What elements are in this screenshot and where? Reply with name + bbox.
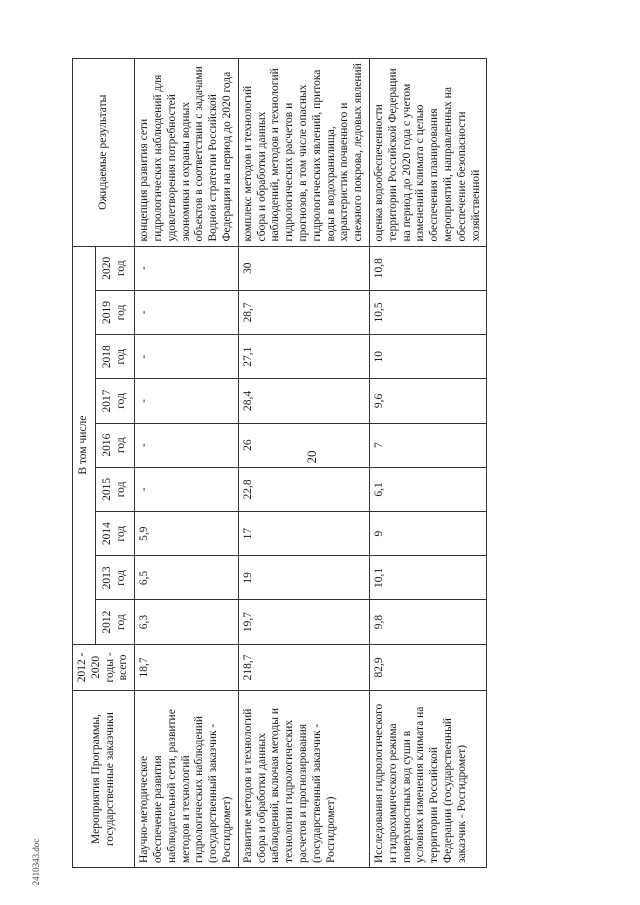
cell-year: - [135, 423, 239, 467]
cell-year: 19,7 [238, 600, 369, 644]
cell-year: 9 [369, 512, 486, 556]
footer-doc-code: 2410343.doc [31, 838, 41, 886]
cell-year: 30 [238, 246, 369, 290]
cell-year: - [135, 290, 239, 334]
header-year: 2019 год [96, 290, 135, 334]
cell-activity: Развитие методов и технологий сбора и обработки данных наблюдений, включая методы и технологии гидрологических расчетов и прогнозирования (государственный заказчик - Росгидромет) [238, 691, 369, 868]
header-year: 2015 год [96, 467, 135, 511]
cell-year: 6,3 [135, 600, 239, 644]
cell-year: 19 [238, 556, 369, 600]
cell-activity: Исследования гидрологического и гидрохимического режима поверхностных вод суши в условиях изменения климата на территории Российской Федерации (государственный заказчик - Росгидромет) [369, 691, 486, 868]
header-total: 2012 - 2020 годы - всего [73, 644, 135, 690]
cell-year: 28,7 [238, 290, 369, 334]
header-year: 2012 год [96, 600, 135, 644]
table-row [369, 59, 486, 868]
cell-year: 27,1 [238, 335, 369, 379]
header-activity: Мероприятия Программы, государственные заказчики [73, 691, 135, 868]
cell-year: 9,8 [369, 600, 486, 644]
cell-year: 6,5 [135, 556, 239, 600]
rotated-table-container [72, 58, 612, 868]
cell-total: 18,7 [135, 644, 239, 690]
cell-year: 22,8 [238, 467, 369, 511]
header-results: Ожидаемые результаты [73, 59, 135, 247]
cell-year: 26 [238, 423, 369, 467]
cell-year: 6,1 [369, 467, 486, 511]
cell-result: комплекс методов и технологий сбора и обработки данных наблюдений, методов и технологий гидрологических расчетов и прогнозов, в том числе опасных гидрологических явлений, притока воды в водохранилища, характеристик почвенного и снежного покрова, ледовых явлений [238, 59, 369, 247]
page-number: 20 [304, 450, 319, 464]
cell-year: 7 [369, 423, 486, 467]
cell-year: 9,6 [369, 379, 486, 423]
program-activities-table [72, 58, 487, 868]
table-inner [72, 58, 612, 868]
header-year: 2014 год [96, 512, 135, 556]
cell-year: - [135, 246, 239, 290]
header-year: 2017 год [96, 379, 135, 423]
cell-total: 82,9 [369, 644, 486, 690]
cell-year: 10,8 [369, 246, 486, 290]
cell-year: - [135, 379, 239, 423]
cell-year: 17 [238, 512, 369, 556]
cell-activity: Научно-методическое обеспечение развития наблюдательной сети, развитие методов и технологий гидрологических наблюдений (государственный заказчик - Росгидромет) [135, 691, 239, 868]
cell-total: 218,7 [238, 644, 369, 690]
table-row [135, 59, 239, 868]
table-row [238, 59, 369, 868]
cell-year: 28,4 [238, 379, 369, 423]
header-including: В том числе [73, 246, 96, 644]
header-year: 2018 год [96, 335, 135, 379]
cell-year: 10,5 [369, 290, 486, 334]
cell-year: - [135, 467, 239, 511]
header-year: 2013 год [96, 556, 135, 600]
header-year: 2016 год [96, 423, 135, 467]
cell-result: оценка водообеспеченности территории Российской Федерации на период до 2020 года с учетом изменений климата с целью обеспечения планирования мероприятий, направленных на обеспечение безопасности хозяйственной [369, 59, 486, 247]
cell-year: 10 [369, 335, 486, 379]
cell-year: 10,1 [369, 556, 486, 600]
cell-result: концепция развития сети гидрологических наблюдений для удовлетворения потребностей экономики и охраны водных объектов в соответствии с задачами Водной стратегии Российской Федерации на период до 2020 года [135, 59, 239, 247]
cell-year: 5,9 [135, 512, 239, 556]
cell-year: - [135, 335, 239, 379]
header-year: 2020 год [96, 246, 135, 290]
